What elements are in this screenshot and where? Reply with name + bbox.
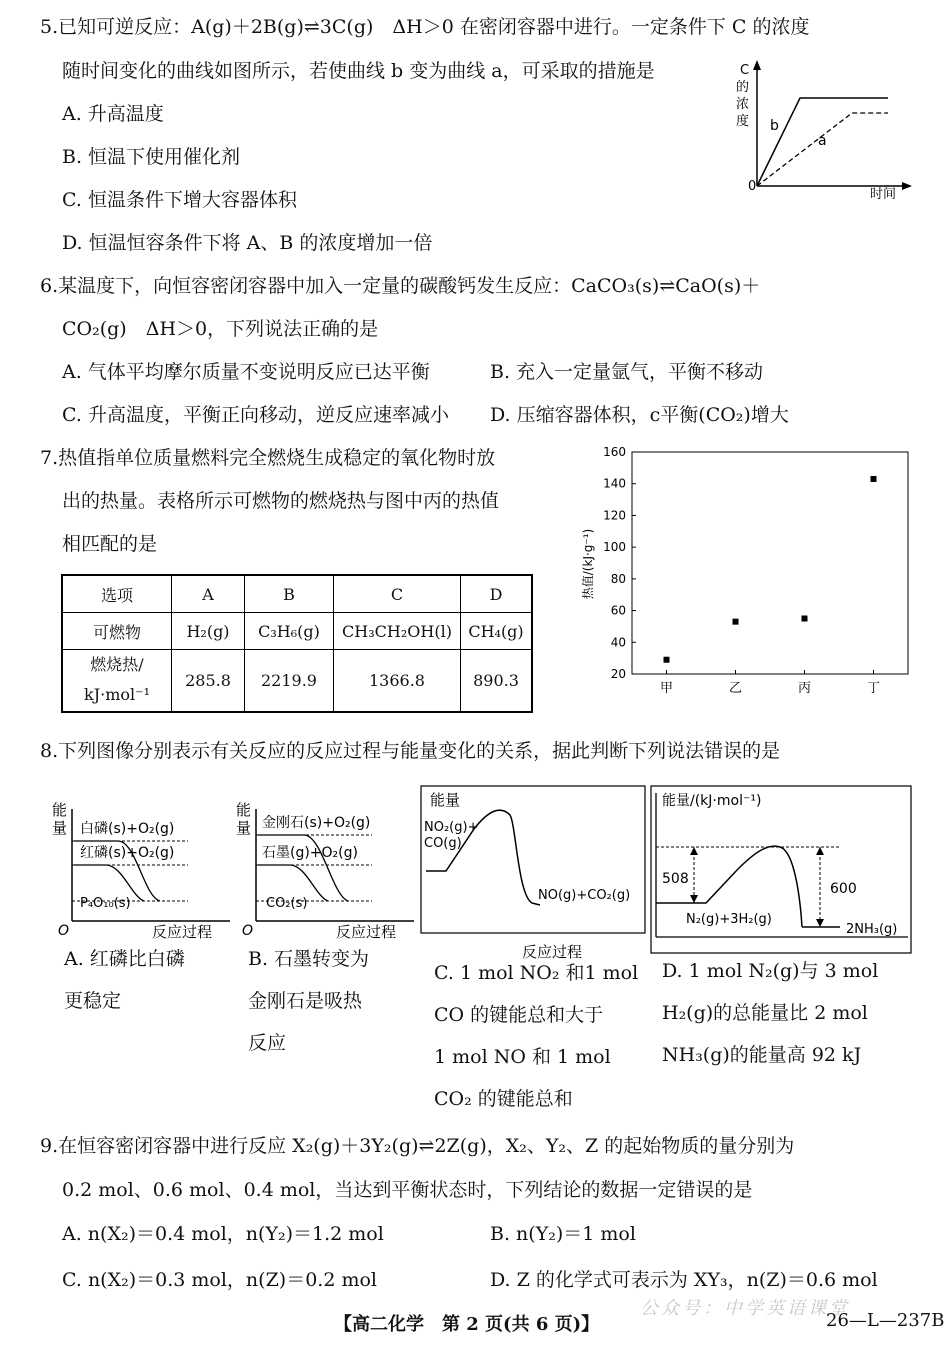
q5-ylabel-de: 的 bbox=[736, 80, 750, 95]
chart-plot-frame bbox=[632, 452, 908, 674]
q6-option-c: C. 升高温度，平衡正向移动，逆反应速率减小 bbox=[62, 404, 449, 426]
caption-line: C. 1 mol NO₂ 和1 mol bbox=[434, 962, 639, 984]
chart-ylabel: 热值/(kJ·g⁻¹) bbox=[581, 528, 595, 600]
table-cell: C₃H₆(g) bbox=[245, 613, 334, 650]
data-point bbox=[733, 619, 739, 625]
q5-option-d: D. 恒温恒容条件下将 A、B 的浓度增加一倍 bbox=[62, 232, 433, 254]
q6-stem-line1: 6.某温度下，向恒容密闭容器中加入一定量的碳酸钙发生反应：CaCO₃(s)⇌CaO(s)＋ bbox=[40, 275, 761, 297]
q5-origin: 0 bbox=[748, 179, 757, 194]
q8-graph-b bbox=[232, 797, 416, 943]
caption-line: NH₃(g)的能量高 92 kJ bbox=[662, 1044, 862, 1066]
table-header-cell: 选项 bbox=[62, 575, 172, 613]
q9-option-d: D. Z 的化学式可表示为 XY₃，n(Z)＝0.6 mol bbox=[490, 1269, 878, 1291]
caption-line: D. 1 mol N₂(g)与 3 mol bbox=[662, 960, 879, 982]
x-tick-label: 丙 bbox=[797, 681, 812, 696]
caption-line: CO 的键能总和大于 bbox=[434, 1004, 604, 1026]
graph-d-label-reactants: N₂(g)+3H₂(g) bbox=[686, 912, 772, 927]
graph-d-label-nh3: 2NH₃(g) bbox=[846, 922, 898, 937]
graph-b-label-co2: CO₂(s) bbox=[266, 896, 308, 911]
y-tick-label: 160 bbox=[603, 445, 626, 459]
graph-a-label-white-p: 白磷(s)+O₂(g) bbox=[80, 821, 175, 837]
caption-line: CO₂ 的键能总和 bbox=[434, 1088, 573, 1110]
table-row bbox=[62, 575, 532, 613]
table-cell: 可燃物 bbox=[62, 613, 172, 650]
q5-ylabel-nong: 浓 bbox=[736, 97, 750, 112]
graph-b-ylabel-2: 量 bbox=[236, 819, 252, 837]
caption-line: 反应 bbox=[248, 1032, 287, 1054]
q8-graph-c bbox=[420, 785, 646, 963]
q5-xlabel: 时间 bbox=[870, 187, 897, 202]
graph-d-value-508: 508 bbox=[662, 871, 689, 887]
data-point bbox=[871, 476, 877, 482]
graph-a-label-red-p: 红磷(s)+O₂(g) bbox=[80, 845, 175, 861]
q5-ylabel-c: C bbox=[740, 63, 750, 78]
q6-option-a: A. 气体平均摩尔质量不变说明反应已达平衡 bbox=[62, 361, 430, 383]
table-header-cell: C bbox=[334, 575, 461, 613]
q5-option-c: C. 恒温条件下增大容器体积 bbox=[62, 189, 297, 211]
y-tick-label: 20 bbox=[610, 667, 626, 681]
graph-c-ylabel: 能量 bbox=[430, 791, 461, 809]
data-point bbox=[664, 657, 670, 663]
q6-stem-line2: CO₂(g) ΔH＞0，下列说法正确的是 bbox=[62, 318, 379, 340]
graph-c-label-co: CO(g) bbox=[424, 836, 462, 851]
y-tick-label: 40 bbox=[610, 635, 626, 650]
caption-line: 金刚石是吸热 bbox=[248, 990, 363, 1012]
y-tick-label: 80 bbox=[610, 571, 626, 586]
graph-b-xlabel: 反应过程 bbox=[336, 923, 397, 941]
caption-line: B. 石墨转变为 bbox=[248, 948, 370, 970]
graph-a-ylabel-2: 量 bbox=[52, 819, 68, 837]
graph-c-xlabel: 反应过程 bbox=[522, 943, 583, 961]
q7-stem-line3: 相匹配的是 bbox=[62, 533, 158, 555]
graph-b-ylabel-1: 能 bbox=[236, 801, 252, 819]
graph-d-value-600: 600 bbox=[830, 881, 857, 897]
q8-caption-d bbox=[662, 950, 878, 1076]
q8-graph-a bbox=[48, 797, 232, 943]
y-tick-label: 100 bbox=[603, 540, 626, 555]
graph-d-ylabel: 能量/(kJ·mol⁻¹) bbox=[662, 793, 762, 809]
graph-c-label-no2: NO₂(g)+ bbox=[424, 820, 479, 835]
q6-option-b: B. 充入一定量氩气，平衡不移动 bbox=[490, 361, 764, 383]
heat-label-line1: 燃烧热/ bbox=[90, 655, 144, 675]
table-header-cell: D bbox=[461, 575, 533, 613]
q8-caption-b bbox=[248, 938, 369, 1064]
q5-curve-a-label: a bbox=[818, 133, 827, 149]
table-header-cell: B bbox=[245, 575, 334, 613]
graph-a-xlabel: 反应过程 bbox=[152, 923, 213, 941]
table-cell: 890.3 bbox=[461, 650, 533, 712]
graph-a-ylabel-1: 能 bbox=[52, 801, 68, 819]
table-cell: H₂(g) bbox=[172, 613, 245, 650]
table-cell: 2219.9 bbox=[245, 650, 334, 712]
caption-line: A. 红磷比白磷 bbox=[64, 948, 185, 970]
graph-a-origin: O bbox=[58, 923, 70, 939]
caption-line: 1 mol NO 和 1 mol bbox=[434, 1046, 611, 1068]
graph-c-label-products: NO(g)+CO₂(g) bbox=[538, 888, 631, 903]
q5-concentration-graph bbox=[734, 58, 912, 202]
q6-option-d: D. 压缩容器体积，c平衡(CO₂)增大 bbox=[490, 404, 789, 426]
q9-option-b: B. n(Y₂)＝1 mol bbox=[490, 1223, 636, 1245]
y-tick-label: 60 bbox=[610, 603, 626, 618]
caption-line: 更稳定 bbox=[64, 990, 122, 1012]
q5-stem-line2: 随时间变化的曲线如图所示，若使曲线 b 变为曲线 a，可采取的措施是 bbox=[62, 60, 655, 82]
q8-graph-d bbox=[650, 785, 912, 955]
graph-b-label-diamond: 金刚石(s)+O₂(g) bbox=[262, 815, 371, 831]
q5-ylabel-du: 度 bbox=[736, 114, 750, 129]
y-tick-label: 120 bbox=[603, 508, 626, 523]
table-cell bbox=[62, 650, 172, 712]
q9-stem-line2: 0.2 mol、0.6 mol、0.4 mol，当达到平衡状态时，下列结论的数据一定错误的是 bbox=[62, 1179, 753, 1201]
q7-heat-value-chart bbox=[578, 440, 912, 702]
table-cell: 1366.8 bbox=[334, 650, 461, 712]
graph-b-label-graphite: 石墨(g)+O₂(g) bbox=[262, 845, 358, 861]
table-row bbox=[62, 650, 532, 712]
watermark: 公众号：中学英语课堂 bbox=[640, 1298, 850, 1319]
page-footer: 【高二化学 第 2 页(共 6 页)】 bbox=[334, 1314, 600, 1335]
heat-label-line2: kJ·mol⁻¹ bbox=[84, 685, 150, 705]
q9-stem-line1: 9.在恒容密闭容器中进行反应 X₂(g)＋3Y₂(g)⇌2Z(g)，X₂、Y₂、Z 的起始物质的量分别为 bbox=[40, 1135, 795, 1157]
table-cell: CH₃CH₂OH(l) bbox=[334, 613, 461, 650]
data-point bbox=[802, 616, 808, 622]
table-row bbox=[62, 613, 532, 650]
q7-stem-line2: 出的热量。表格所示可燃物的燃烧热与图中丙的热值 bbox=[62, 490, 500, 512]
q9-option-c: C. n(X₂)＝0.3 mol，n(Z)＝0.2 mol bbox=[62, 1269, 377, 1291]
q8-caption-c bbox=[434, 952, 638, 1120]
q5-stem-line1: 5.已知可逆反应：A(g)＋2B(g)⇌3C(g) ΔH＞0 在密闭容器中进行。一定条件下 C 的浓度 bbox=[40, 16, 810, 38]
q8-stem: 8.下列图像分别表示有关反应的反应过程与能量变化的关系，据此判断下列说法错误的是 bbox=[40, 740, 781, 762]
y-tick-label: 140 bbox=[603, 476, 626, 491]
table-cell: CH₄(g) bbox=[461, 613, 533, 650]
q5-option-a: A. 升高温度 bbox=[62, 103, 164, 125]
graph-b-origin: O bbox=[242, 923, 254, 939]
q8-caption-a bbox=[64, 938, 185, 1022]
q9-option-a: A. n(X₂)＝0.4 mol，n(Y₂)＝1.2 mol bbox=[62, 1223, 384, 1245]
x-tick-label: 丁 bbox=[866, 681, 881, 696]
q5-curve-b-label: b bbox=[770, 118, 779, 134]
exam-code: 26—L—237B bbox=[826, 1310, 945, 1331]
q5-option-b: B. 恒温下使用催化剂 bbox=[62, 146, 241, 168]
table-cell: 285.8 bbox=[172, 650, 245, 712]
caption-line: H₂(g)的总能量比 2 mol bbox=[662, 1002, 868, 1024]
table-header-cell: A bbox=[172, 575, 245, 613]
x-tick-label: 甲 bbox=[659, 681, 674, 696]
q7-stem-line1: 7.热值指单位质量燃料完全燃烧生成稳定的氧化物时放 bbox=[40, 447, 496, 469]
x-tick-label: 乙 bbox=[728, 681, 743, 696]
graph-a-label-p4o10: P₄O₁₀(s) bbox=[80, 896, 131, 911]
q7-fuel-table bbox=[61, 574, 533, 713]
